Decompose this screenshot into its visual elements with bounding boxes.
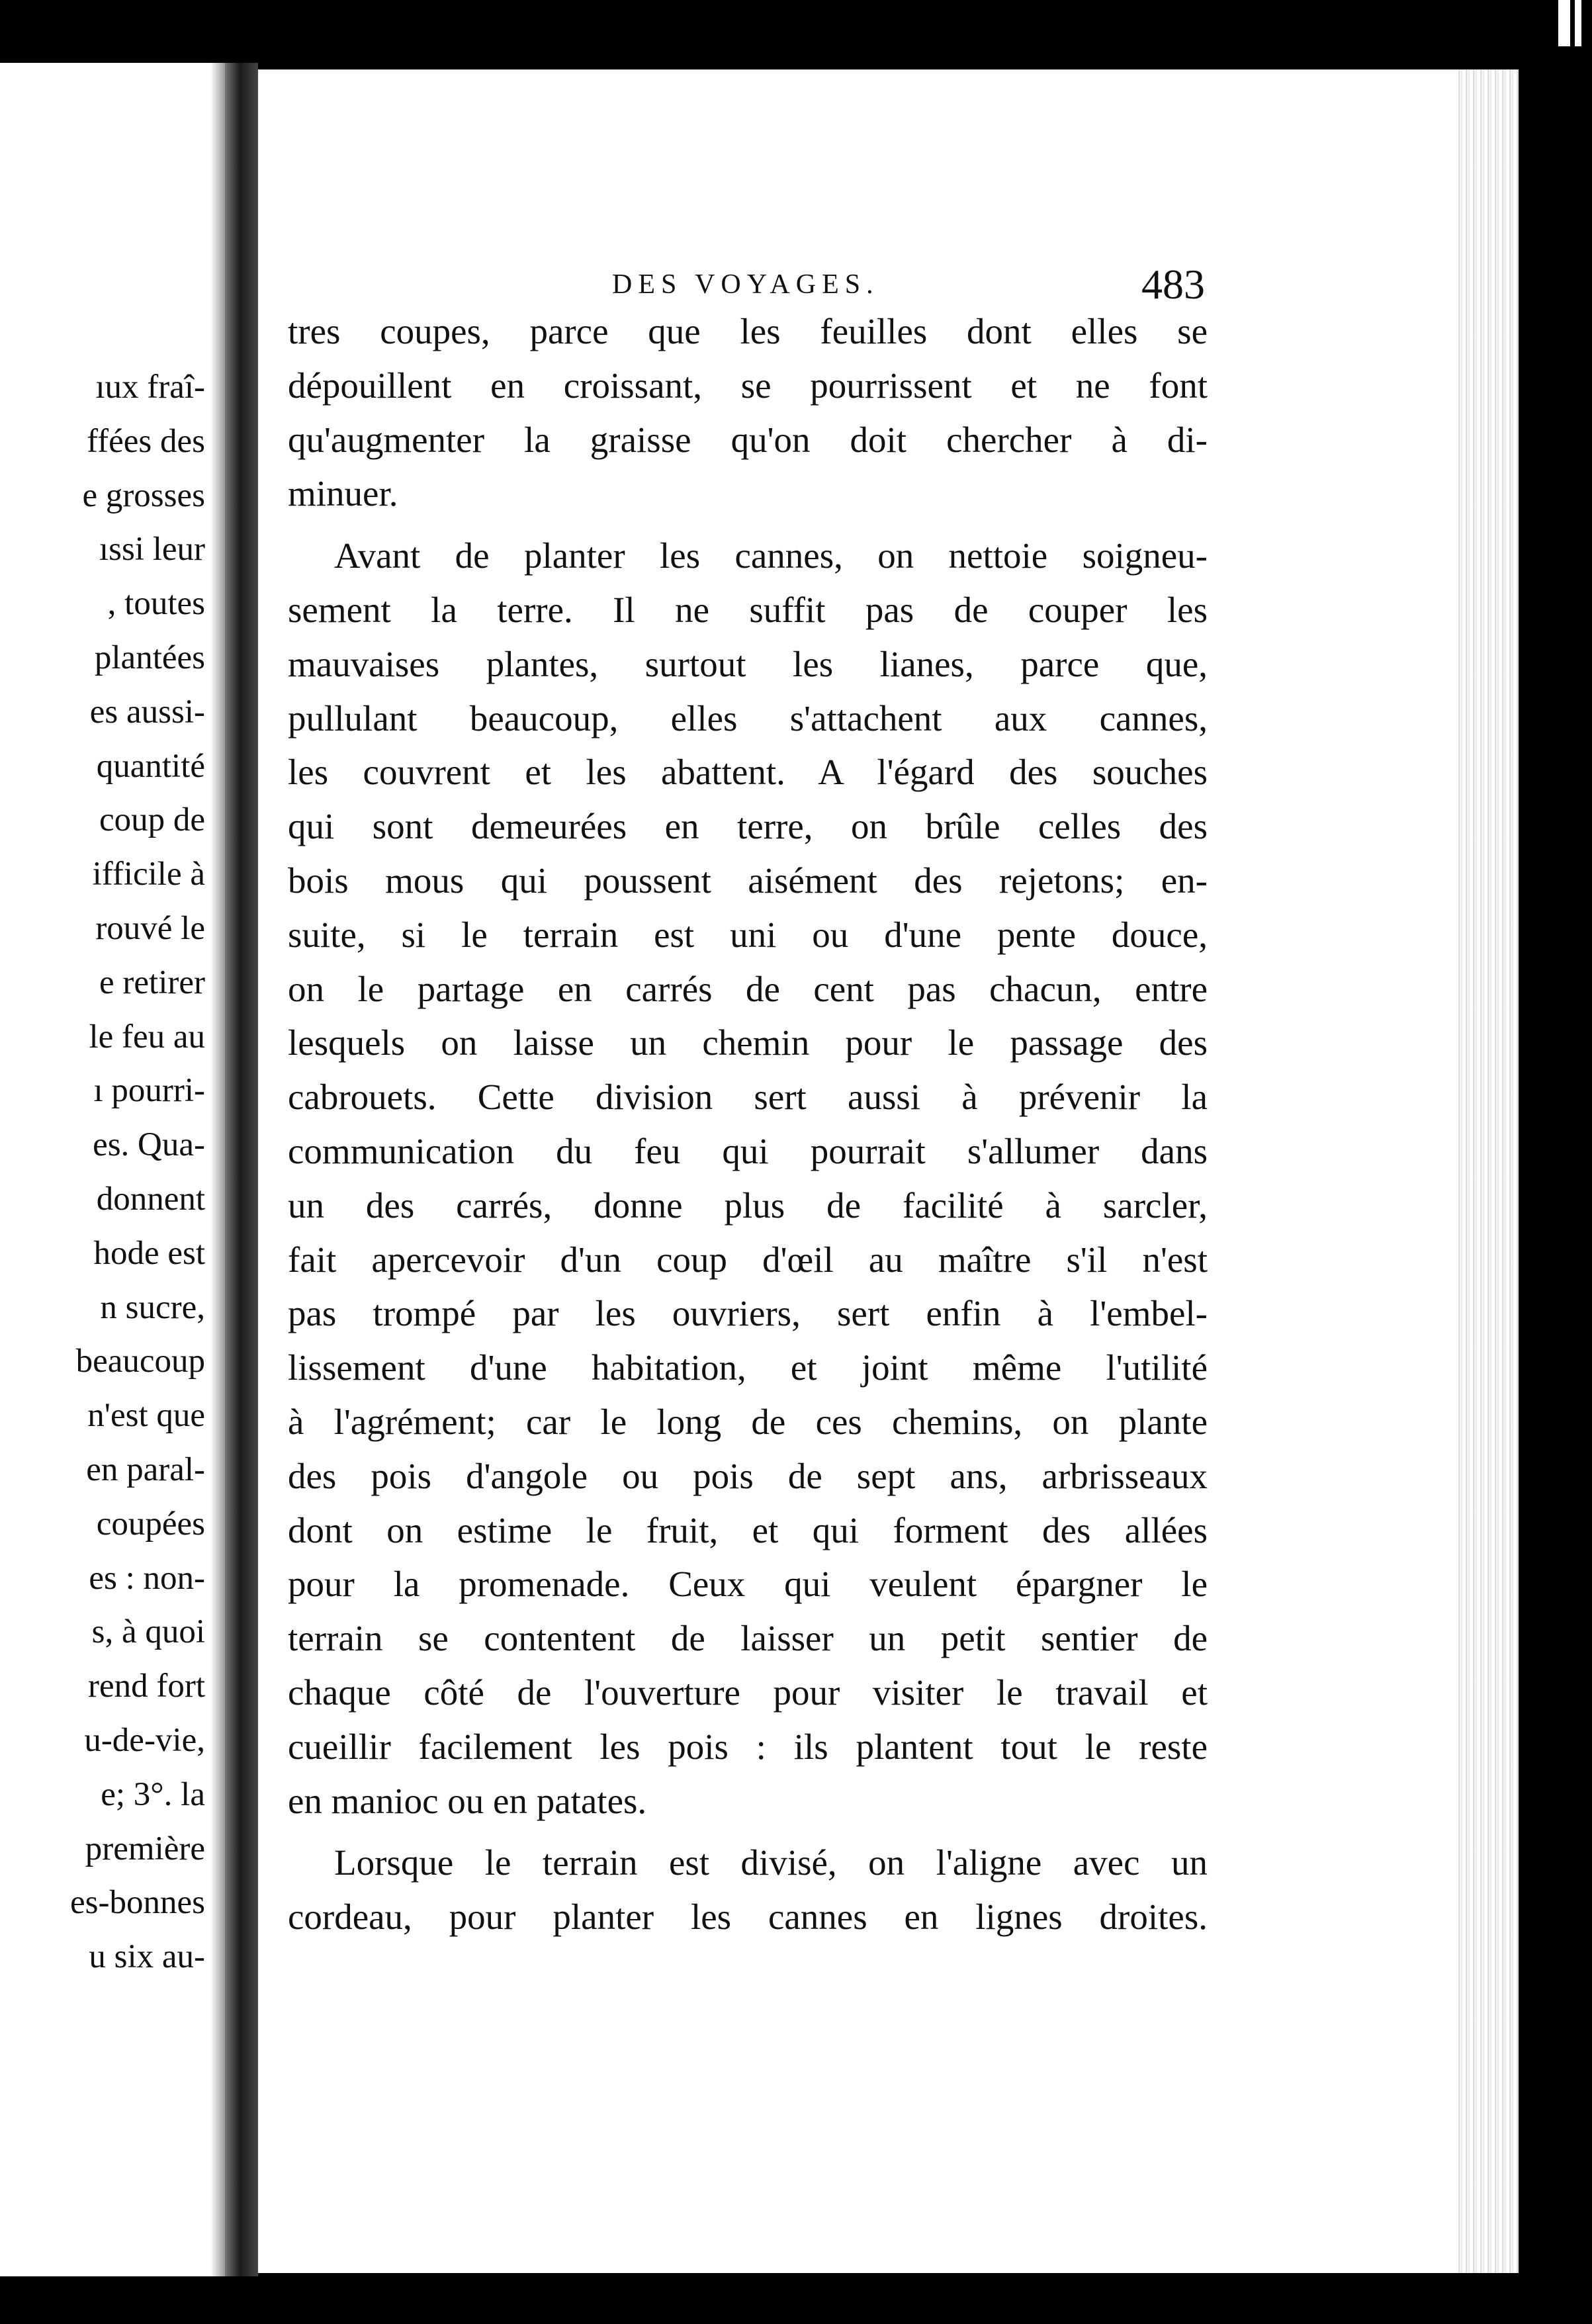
text-line: des pois d'angole ou pois de sept ans, arbrisseaux — [288, 1455, 1208, 1496]
left-page-line: es. Qua- — [93, 1126, 205, 1164]
left-page-line: coup de — [99, 801, 205, 839]
text-line: on le partage en carrés de cent pas chacun, entre — [288, 968, 1208, 1009]
running-head: DES VOYAGES. — [612, 269, 879, 300]
left-page-line: e; 3°. la — [101, 1775, 205, 1813]
left-page-line: , toutes — [107, 585, 205, 623]
text-line: en manioc ou en patates. — [288, 1780, 647, 1821]
left-page-line: coupées — [96, 1505, 205, 1542]
text-line: suite, si le terrain est uni ou d'une pente douce, — [288, 914, 1208, 955]
body-text — [288, 304, 1208, 1944]
left-page-line: rend fort — [87, 1668, 205, 1705]
page-number: 483 — [1141, 261, 1205, 308]
text-line: fait apercevoir d'un coup d'œil au maître s'il n'est — [288, 1239, 1208, 1280]
book-gutter — [225, 63, 258, 2276]
text-line: pour la promenade. Ceux qui veulent épargner le — [288, 1564, 1208, 1605]
text-line: Lorsque le terrain est divisé, on l'aligne avec un — [334, 1842, 1208, 1883]
left-page-line: n sucre, — [100, 1288, 205, 1326]
text-line: sement la terre. Il ne suffit pas de couper les — [288, 589, 1208, 630]
left-page-line: le feu au — [89, 1018, 205, 1055]
left-page-line: u-de-vie, — [84, 1721, 205, 1759]
text-line: terrain se contentent de laisser un petit sentier de — [288, 1618, 1208, 1659]
text-line: mauvaises plantes, surtout les lianes, parce que, — [288, 643, 1208, 684]
text-line: Avant de planter les cannes, on nettoie soigneu- — [334, 535, 1208, 576]
text-line: lissement d'une habitation, et joint même l'utilité — [288, 1347, 1208, 1388]
text-line: cueillir facilement les pois : ils plantent tout le reste — [288, 1726, 1208, 1767]
left-page-line: u six au- — [89, 1938, 205, 1976]
left-page-line: première — [85, 1830, 205, 1867]
left-page-line: plantées — [94, 639, 205, 676]
left-page — [0, 63, 225, 2276]
left-page-line: ıssi leur — [99, 531, 205, 568]
left-page-line: n'est que — [87, 1397, 205, 1435]
text-line: les couvrent et les abattent. A l'égard des souches — [288, 752, 1208, 793]
text-line: dépouillent en croissant, se pourrissent et ne font — [288, 365, 1208, 406]
text-line: pas trompé par les ouvriers, sert enfin à l'embel- — [288, 1293, 1208, 1334]
left-page-line: s, à quoi — [91, 1613, 205, 1651]
left-page-line: es-bonnes — [70, 1884, 205, 1922]
left-page-line: e retirer — [99, 963, 205, 1001]
text-line: tres coupes, parce que les feuilles dont elles se — [288, 311, 1208, 351]
left-page-line: donnent — [96, 1180, 205, 1218]
text-line: chaque côté de l'ouverture pour visiter le travail et — [288, 1672, 1208, 1713]
text-line: qui sont demeurées en terre, on brûle celles des — [288, 806, 1208, 847]
left-page-line: quantité — [96, 747, 205, 785]
text-line: bois mous qui poussent aisément des rejetons; en- — [288, 860, 1208, 901]
left-page-line: beaucoup — [75, 1343, 205, 1380]
left-page-line: es aussi- — [89, 693, 205, 731]
left-page-line: ı pourri- — [93, 1072, 205, 1110]
text-line: cabrouets. Cette division sert aussi à prévenir la — [288, 1077, 1208, 1118]
text-line: un des carrés, donne plus de facilité à sarcler, — [288, 1184, 1208, 1226]
text-line: minuer. — [288, 473, 398, 514]
page-shadow — [210, 63, 225, 2276]
text-line: communication du feu qui pourrait s'allumer dans — [288, 1130, 1208, 1171]
left-page-line: ffées des — [87, 422, 205, 460]
left-page-line: es : non- — [89, 1559, 205, 1597]
text-line: lesquels on laisse un chemin pour le passage des — [288, 1022, 1208, 1063]
right-page — [258, 69, 1519, 2273]
scan-corner-mark — [1558, 0, 1570, 46]
left-page-line: en paral- — [86, 1451, 205, 1488]
left-page-line: ifficile à — [92, 856, 205, 893]
scan-corner-mark — [1575, 0, 1581, 46]
left-page-text — [0, 361, 205, 1985]
page-edge — [1456, 69, 1519, 2273]
left-page-line: e grosses — [82, 476, 205, 514]
left-page-line: ıux fraî- — [95, 369, 205, 406]
text-line: à l'agrément; car le long de ces chemins, on plante — [288, 1401, 1208, 1442]
left-page-line: rouvé le — [95, 909, 205, 947]
text-line: qu'augmenter la graisse qu'on doit chercher à di- — [288, 419, 1208, 460]
text-line: dont on estime le fruit, et qui forment des allées — [288, 1509, 1208, 1550]
text-line: pullulant beaucoup, elles s'attachent aux cannes, — [288, 697, 1208, 738]
text-line: cordeau, pour planter les cannes en lignes droites. — [288, 1897, 1208, 1938]
left-page-line: hode est — [93, 1234, 205, 1272]
